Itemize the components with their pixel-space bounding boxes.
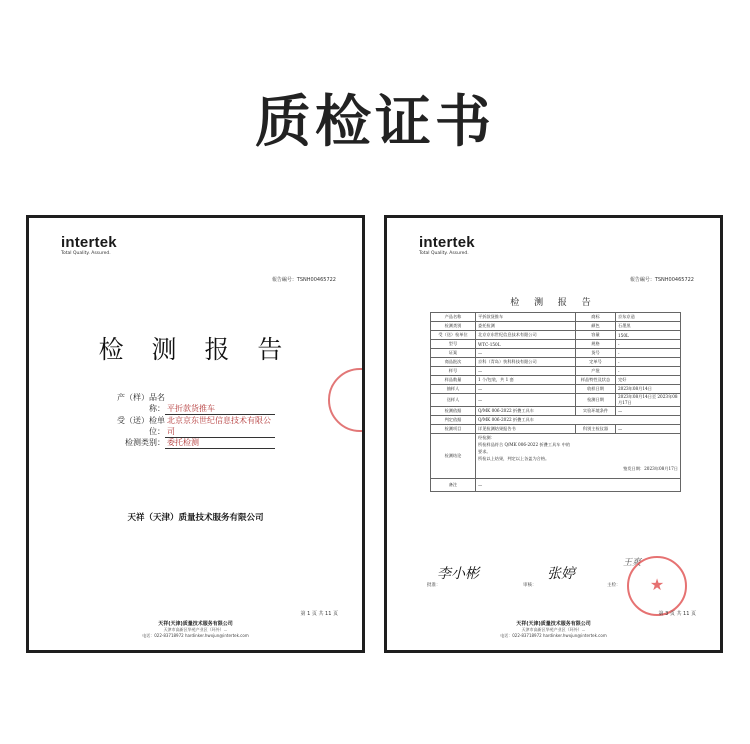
- table-cell: 2023年08月14日: [616, 385, 681, 394]
- footer-address: 天津市高新区华苑产业区（环外）...: [163, 627, 228, 632]
- remark-row: [431, 479, 681, 492]
- report-table: [430, 312, 681, 492]
- footer-contact: 电话：022-83718972 hardinker.hwxjun@intertek.com: [142, 633, 249, 638]
- table-cell: 检测类别: [431, 322, 476, 331]
- table-cell: —: [476, 385, 576, 394]
- page-number: 第 3 页 共 11 页: [658, 611, 696, 617]
- table-cell: 定单号: [576, 358, 616, 367]
- table-cell: 完好: [616, 376, 681, 385]
- table-cell: —: [476, 394, 576, 407]
- testing-organization: 天祥（天津）质量技术服务有限公司: [127, 513, 264, 523]
- table-cell: 样品特性及状态: [576, 376, 616, 385]
- table-row: [431, 367, 681, 376]
- conclusion-line: 要求。: [478, 449, 491, 454]
- page-heading: 质检证书: [255, 90, 495, 155]
- report-cover-page: [26, 215, 365, 653]
- table-row: [431, 376, 681, 385]
- sign-date: 签发日期：2023年08月17日: [623, 466, 678, 471]
- table-cell: Q/MK 006-2022 折叠工具车: [476, 416, 681, 425]
- logo-tagline: Total Quality. Assured.: [419, 251, 469, 256]
- conclusion-text: [476, 434, 681, 479]
- table-cell: —: [476, 349, 576, 358]
- table-cell: 检测依据: [431, 407, 476, 416]
- table-cell: 委托检测: [476, 322, 576, 331]
- table-row: [431, 331, 681, 340]
- table-cell: —: [616, 407, 681, 416]
- table-row: [431, 349, 681, 358]
- table-row: [431, 358, 681, 367]
- remark-value: —: [476, 479, 681, 492]
- review-label: 审核：: [523, 583, 537, 588]
- conclusion-line: 所检以上结果，判定以上各盖为合格。: [478, 456, 550, 461]
- table-row: [431, 394, 681, 407]
- footer-address: 天津市高新区华苑产业区（环外）...: [521, 627, 586, 632]
- footer-company: 天祥(天津)质量技术服务有限公司: [158, 621, 233, 627]
- report-number: 報告編号：TSNH00465722: [629, 277, 694, 283]
- table-cell: 送样人: [431, 394, 476, 407]
- table-cell: 详见检测结果报告书: [476, 425, 576, 434]
- table-row: [431, 407, 681, 416]
- table-cell: 石墨黑: [616, 322, 681, 331]
- table-cell: Q/MK 006-2022 折叠工具车: [476, 407, 576, 416]
- reviewer-signature: 张婷: [547, 566, 575, 582]
- logo-tagline: Total Quality. Assured.: [61, 251, 111, 256]
- footer-company: 天祥(天津)质量技术服务有限公司: [516, 621, 591, 627]
- intertek-logo: intertek: [419, 234, 475, 251]
- table-cell: 受（送）检单位: [431, 331, 476, 340]
- table-cell: 规格: [576, 340, 616, 349]
- table-cell: 收样日期: [576, 385, 616, 394]
- table-cell: —: [616, 425, 681, 434]
- remark-label: 备注: [431, 479, 476, 492]
- table-cell: —: [476, 367, 576, 376]
- table-cell: 抽样人: [431, 385, 476, 394]
- table-cell: 货号: [576, 349, 616, 358]
- conclusion-row: [431, 434, 681, 479]
- approver-signature: 李小彬: [437, 566, 479, 582]
- intertek-logo: intertek: [61, 234, 117, 251]
- table-cell: -: [616, 358, 681, 367]
- table-cell: 实验环境条件: [576, 407, 616, 416]
- table-cell: 京科（青岛）快科科技有限公司: [476, 358, 576, 367]
- table-cell: 产品名称: [431, 313, 476, 322]
- table-cell: 产批: [576, 367, 616, 376]
- inspector-signature: 王爽: [623, 558, 642, 568]
- table-cell: 1 个/包装，共 1 套: [476, 376, 576, 385]
- table-cell: 平折款货推车: [476, 313, 576, 322]
- table-cell: 颜色: [576, 322, 616, 331]
- page-number: 第 1 页 共 11 页: [300, 611, 338, 617]
- table-cell: 检测日期: [576, 394, 616, 407]
- table-cell: 北京京东世纪信息技术有限公司: [476, 331, 576, 340]
- test-type-field: 检测类别： 委托检测: [105, 437, 275, 449]
- footer-contact: 电话：022-83718972 hardinker.hwxjun@intertek.com: [500, 633, 607, 638]
- table-cell: 检测项目: [431, 425, 476, 434]
- table-cell: 商标: [576, 313, 616, 322]
- table-cell: 证案: [431, 349, 476, 358]
- official-seal-stamp: ★: [627, 556, 687, 616]
- product-name-field: 产（样）品名称： 平折款货推车: [105, 392, 275, 415]
- report-title: 检 测 报 告: [510, 298, 597, 308]
- table-row: [431, 340, 681, 349]
- table-cell: 判定依据: [431, 416, 476, 425]
- table-cell: 京东京造: [616, 313, 681, 322]
- table-cell: 150L: [616, 331, 681, 340]
- conclusion-label: 检测结论: [431, 434, 476, 479]
- inspector-label: 主检：: [607, 583, 621, 588]
- table-cell: 容量: [576, 331, 616, 340]
- table-row: [431, 313, 681, 322]
- table-row: [431, 416, 681, 425]
- table-cell: 样号: [431, 367, 476, 376]
- table-cell: -: [616, 349, 681, 358]
- approve-label: 批准：: [427, 583, 441, 588]
- table-cell: WTC-150L: [476, 340, 576, 349]
- table-row: [431, 385, 681, 394]
- table-cell: 型号: [431, 340, 476, 349]
- table-cell: 科别主检仪器: [576, 425, 616, 434]
- client-field: 受（送）检单位：北京京东世纪信息技术有限公司: [105, 415, 275, 438]
- report-detail-page: [384, 215, 723, 653]
- table-row: [431, 322, 681, 331]
- table-cell: 样品数量: [431, 376, 476, 385]
- table-cell: 2023年08月14日至 2023年08月17日: [616, 394, 681, 407]
- seal-stamp-partial: [328, 368, 365, 432]
- table-row: [431, 425, 681, 434]
- table-cell: -: [616, 340, 681, 349]
- conclusion-line: 所检样品符合 Q/MK 006-2022 折叠工具车 中的: [478, 442, 571, 447]
- table-cell: 商品批次: [431, 358, 476, 367]
- table-cell: -: [616, 367, 681, 376]
- report-title: 检 测 报 告: [98, 335, 293, 364]
- report-number: 報告編号：TSNH00465722: [271, 277, 336, 283]
- conclusion-line: 经检测：: [478, 435, 495, 440]
